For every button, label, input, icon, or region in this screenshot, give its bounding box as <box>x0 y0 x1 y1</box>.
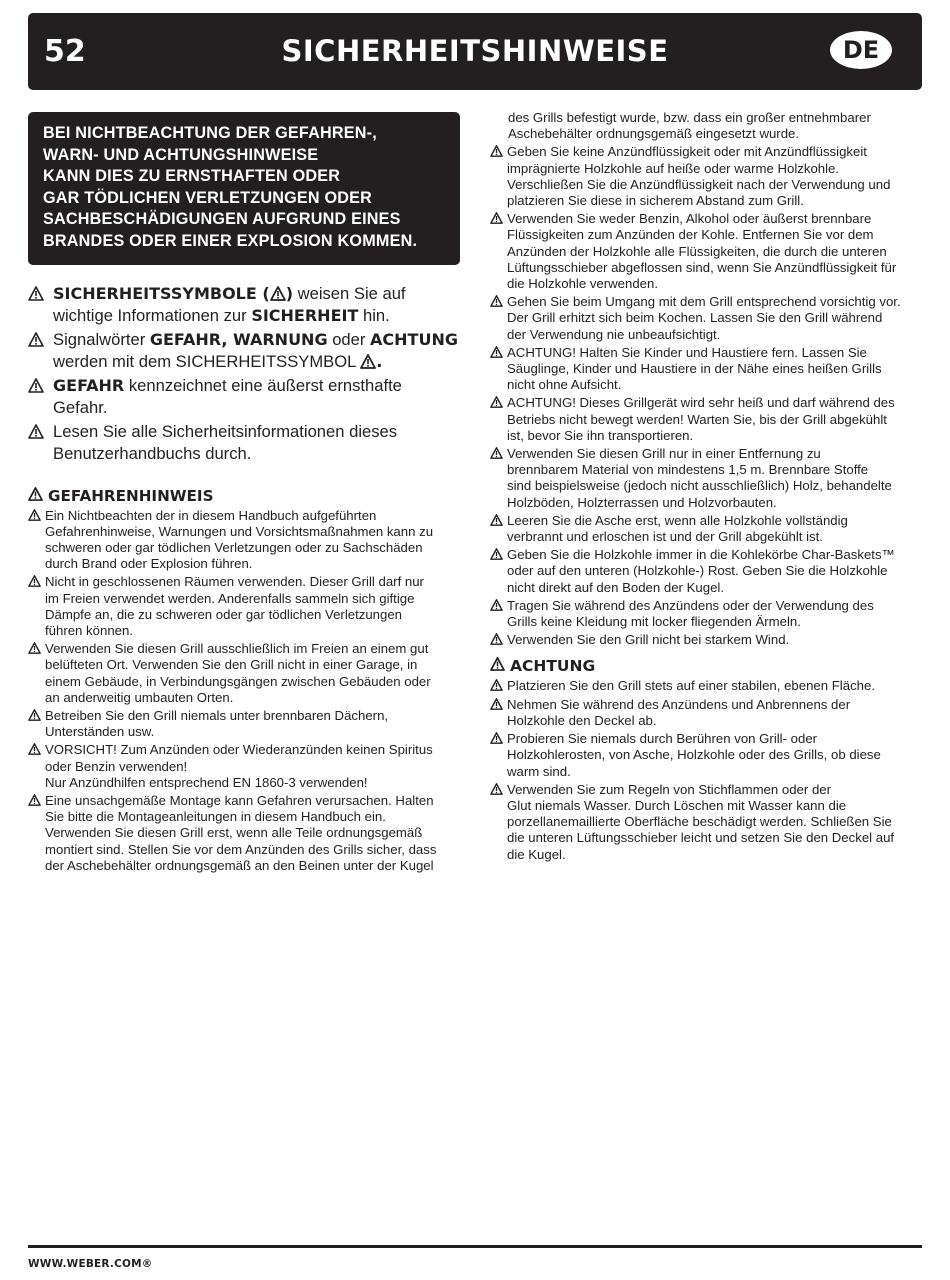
list-item <box>490 731 922 780</box>
text-line: Nehmen Sie während des Anzündens und Anbrennens der <box>507 696 851 712</box>
warning-triangle-icon <box>490 547 507 564</box>
warning-box-line: BEI NICHTBEACHTUNG DER GEFAHREN-, <box>43 124 377 142</box>
list-item <box>490 782 922 863</box>
page-header <box>28 13 922 90</box>
text-line: nicht ohne Aufsicht. <box>507 377 622 393</box>
warning-triangle-icon <box>490 731 507 748</box>
list-item-text <box>507 678 875 694</box>
warning-triangle-icon <box>28 329 53 354</box>
language-badge: DE <box>830 31 892 69</box>
symbol-item <box>28 283 460 327</box>
list-item <box>490 211 922 292</box>
warning-triangle-icon <box>490 395 507 412</box>
warning-triangle-icon <box>490 598 507 615</box>
list-item <box>490 345 922 394</box>
text-line: Ein Nichtbeachten der in diesem Handbuch aufgeführten <box>45 507 377 523</box>
list-item <box>28 508 460 573</box>
text-line: Sie bitte die Montageanleitungen in diesem Handbuch ein. <box>45 809 386 825</box>
text-line: brennbarem Material von mindestens 1,5 m. Brennbare Stoffe <box>507 462 869 478</box>
list-item <box>28 793 460 874</box>
text-line: Gehen Sie beim Umgang mit dem Grill entsprechend vorsichtig vor. <box>507 294 901 310</box>
list-item-text <box>45 793 436 874</box>
list-item-text <box>507 345 882 394</box>
section-title-text: ACHTUNG <box>510 656 596 675</box>
text-line: Betriebs nicht bewegt werden! Warten Sie, bis der Grill abgekühlt <box>507 411 887 427</box>
symbol-text-bold: . <box>376 351 383 371</box>
symbol-text-bold: SICHERHEIT <box>251 305 359 325</box>
text-line: Unterständen usw. <box>45 724 155 740</box>
list-item-text <box>507 446 892 511</box>
warning-box-line: WARN- UND ACHTUNGSHINWEISE <box>43 145 319 164</box>
text-line: porzellanemaillierte Oberfläche beschädigt werden. Schließen Sie <box>507 814 892 830</box>
danger-section-title <box>28 487 460 505</box>
list-item <box>28 574 460 639</box>
text-line: Verwenden Sie diesen Grill erst, wenn alle Teile ordnungsgemäß <box>45 825 423 841</box>
symbol-text: hin. <box>358 305 390 325</box>
warning-box <box>28 112 460 265</box>
text-line: oder Benzin verwenden! <box>45 758 188 774</box>
warning-triangle-icon <box>28 421 53 446</box>
warning-box-line: SACHBESCHÄDIGUNGEN AUFGRUND EINES <box>43 210 401 229</box>
text-line: Tragen Sie während des Anzündens oder der Verwendung des <box>507 597 874 613</box>
text-line: im Freien verwendet werden. Anderenfalls sammeln sich giftige <box>45 590 415 606</box>
text-line: nicht direkt auf den Boden der Kugel. <box>507 579 725 595</box>
warning-box-line: BRANDES ODER EINER EXPLOSION KOMMEN. <box>43 231 418 250</box>
danger-item-list <box>490 144 922 649</box>
warning-triangle-icon <box>28 708 45 725</box>
list-item-text <box>45 574 424 639</box>
warning-triangle-icon <box>490 632 507 649</box>
list-item-text <box>490 110 922 142</box>
text-line: die unteren Lüftungsschieber leicht und setzen Sie den Deckel auf <box>507 830 895 846</box>
list-item <box>490 547 922 596</box>
warning-triangle-icon <box>28 574 45 591</box>
text-line: Säuglinge, Kinder und Haustiere in der Nähe eines heißen Grills <box>507 361 882 377</box>
symbol-text: wichtige Informationen zur <box>53 305 252 325</box>
text-line: warm sind. <box>507 763 571 779</box>
text-line: Nicht in geschlossenen Räumen verwenden. Dieser Grill darf nur <box>45 574 424 590</box>
text-line: durch Brand oder Explosion führen. <box>45 556 253 572</box>
list-item-text <box>507 632 789 648</box>
text-line: Eine unsachgemäße Montage kann Gefahren verursachen. Halten <box>45 793 434 809</box>
warning-triangle-icon <box>28 283 53 308</box>
warning-triangle-icon <box>490 144 507 161</box>
list-item <box>28 742 460 791</box>
list-item-text <box>507 395 895 444</box>
text-line: an anderweitig umbauten Orten. <box>45 689 234 705</box>
warning-triangle-icon <box>28 487 48 505</box>
symbol-text: weisen Sie auf <box>293 283 406 303</box>
text-line: platzieren Sie diese in sicherem Abstand zum Grill. <box>507 193 804 209</box>
list-item <box>28 708 460 740</box>
text-line: Geben Sie keine Anzündflüssigkeit oder mit Anzündflüssigkeit <box>507 144 867 160</box>
text-line: Dämpfe an, die zu schweren oder gar tödlichen Verletzungen <box>45 606 403 622</box>
list-item-text <box>45 508 433 573</box>
text-line: Holzkohle den Deckel ab. <box>507 712 657 728</box>
symbol-item <box>28 329 460 373</box>
warning-triangle-icon <box>360 354 376 369</box>
symbol-text-bold: GEFAHR <box>53 375 125 395</box>
text-line: führen können. <box>45 622 133 638</box>
list-item-text <box>507 598 874 630</box>
list-item <box>490 513 922 545</box>
text-line: VORSICHT! Zum Anzünden oder Wiederanzünden keinen Spiritus <box>45 742 433 758</box>
text-line: Anzünden der Holzkohle alle Flüssigkeiten, die durch die unteren <box>507 243 887 259</box>
list-item-text <box>45 641 431 706</box>
text-line: ACHTUNG! Dieses Grillgerät wird sehr heiß und darf während des <box>507 395 895 411</box>
list-item-text <box>507 697 850 729</box>
symbol-text: Lesen Sie alle Sicherheitsinformationen dieses <box>53 421 398 441</box>
text-line: Holzkohlerosten, von Asche, Holzkohle oder des Grills, ob diese <box>507 747 881 763</box>
list-item <box>490 144 922 209</box>
text-line: Verwenden Sie zum Regeln von Stichflammen oder der <box>507 781 832 797</box>
page-number: 52 <box>44 34 86 69</box>
list-item <box>490 294 922 343</box>
danger-item-continuation <box>490 110 922 142</box>
symbol-text: werden mit dem SICHERHEITSSYMBOL <box>53 351 361 371</box>
text-line: der Aschebehälter ordnungsgemäß an den Beinen unter der Kugel <box>45 857 434 873</box>
symbol-text: kennzeichnet eine äußerst ernsthafte Gefahr. <box>53 375 402 417</box>
text-line: der Verwendung nie unbeaufsichtigt. <box>507 326 721 342</box>
text-line: Leeren Sie die Asche erst, wenn alle Holzkohle vollständig <box>507 512 848 528</box>
symbol-text: oder <box>327 329 371 349</box>
list-item <box>490 598 922 630</box>
text-line: Platzieren Sie den Grill stets auf einer stabilen, ebenen Fläche. <box>507 677 875 693</box>
list-item-text <box>507 513 848 545</box>
symbol-text: Benutzerhandbuchs durch. <box>53 443 252 463</box>
text-line: Verwenden Sie diesen Grill nur in einer Entfernung zu <box>507 446 821 462</box>
left-column <box>28 112 460 876</box>
text-line: Gefahrenhinweise, Warnungen und Vorsichtsmaßnahmen kann zu <box>45 523 434 539</box>
text-line: sind beispielsweise (jedoch nicht ausschließlich) Holz, behandelte <box>507 478 892 494</box>
list-item-text <box>507 211 896 292</box>
text-line: Probieren Sie niemals durch Berühren von Grill- oder <box>507 731 818 747</box>
warning-triangle-icon <box>490 657 510 675</box>
warning-triangle-icon <box>490 446 507 463</box>
list-item <box>490 697 922 729</box>
text-line: schweren oder gar tödlichen Verletzungen oder zu Sachschäden <box>45 539 423 555</box>
caution-item-list <box>490 678 922 863</box>
list-item-text <box>507 731 881 780</box>
warning-box-line: KANN DIES ZU ERNSTHAFTEN ODER <box>43 167 341 186</box>
list-item-text <box>507 144 890 209</box>
list-item-text <box>507 547 895 596</box>
text-line: Betreiben Sie den Grill niemals unter brennbaren Dächern, <box>45 708 389 723</box>
text-line: Holzböden, Holzterrassen und Holzvorbauten. <box>507 494 777 510</box>
text-line: imprägnierte Holzkohle auf heiße oder warme Holzkohle. <box>507 160 840 176</box>
page-title: SICHERHEITSHINWEISE <box>281 34 669 68</box>
text-line: belüfteten Ort. Verwenden Sie den Grill nicht in einer Garage, in <box>45 657 418 673</box>
warning-triangle-icon <box>28 375 53 400</box>
safety-symbol-list <box>28 283 460 465</box>
list-item <box>490 678 922 695</box>
warning-triangle-icon <box>28 742 45 759</box>
list-item <box>28 641 460 706</box>
text-line: Geben Sie die Holzkohle immer in die Kohlekörbe Char-Baskets™ <box>507 547 895 563</box>
list-item-text <box>507 294 901 343</box>
warning-triangle-icon <box>490 678 507 695</box>
warning-triangle-icon <box>28 508 45 525</box>
text-line: verbrannt und erloschen ist und der Grill abgekühlt ist. <box>507 529 823 545</box>
list-item-text <box>507 782 894 863</box>
text-line: die Kugel. <box>507 846 566 862</box>
list-item <box>490 395 922 444</box>
right-column <box>490 110 922 865</box>
warning-triangle-icon <box>490 211 507 228</box>
warning-triangle-icon <box>28 641 45 658</box>
text-line: Verschließen Sie die Anzündflüssigkeit nach der Verwendung und <box>507 176 891 192</box>
text-line: einem Gebäude, in Verbindungsgängen zwischen Gebäuden oder <box>45 673 431 689</box>
warning-triangle-icon <box>490 294 507 311</box>
symbol-text-bold: GEFAHR, WARNUNG <box>149 329 328 349</box>
text-line: montiert sind. Stellen Sie vor dem Anzünden des Grills sicher, dass <box>45 841 437 857</box>
caution-section-title <box>490 657 922 675</box>
warning-box-line: GAR TÖDLICHEN VERLETZUNGEN ODER <box>43 188 373 207</box>
footer-divider <box>28 1245 922 1248</box>
text-line: Der Grill erhitzt sich beim Kochen. Lassen Sie den Grill während <box>507 310 883 326</box>
list-item-text <box>45 742 433 791</box>
text-line: Grills keine Kleidung mit locker fliegenden Ärmeln. <box>507 614 801 630</box>
warning-triangle-icon <box>270 286 286 301</box>
text-line: ist, bevor Sie ihn transportieren. <box>507 427 694 443</box>
danger-item-list <box>28 508 460 874</box>
list-item <box>490 632 922 649</box>
symbol-text-bold: SICHERHEITSSYMBOLE ( <box>53 283 270 303</box>
text-line: Verwenden Sie den Grill nicht bei starkem Wind. <box>507 632 790 648</box>
symbol-item <box>28 421 460 465</box>
warning-triangle-icon <box>28 793 45 810</box>
warning-triangle-icon <box>490 345 507 362</box>
warning-triangle-icon <box>490 782 507 799</box>
text-line: Verwenden Sie weder Benzin, Alkohol oder äußerst brennbare <box>507 211 872 227</box>
text-line: ACHTUNG! Halten Sie Kinder und Haustiere fern. Lassen Sie <box>507 344 867 360</box>
text-line: Verwenden Sie diesen Grill ausschließlich im Freien an einem gut <box>45 641 429 657</box>
text-line: Flüssigkeiten zum Anzünden der Kohle. Entfernen Sie vor dem <box>507 227 874 243</box>
text-line: Glut niemals Wasser. Durch Löschen mit Wasser kann die <box>507 797 847 813</box>
warning-triangle-icon <box>490 513 507 530</box>
footer-website: WWW.WEBER.COM® <box>28 1258 153 1270</box>
symbol-text-bold: ) <box>285 283 293 303</box>
symbol-text-bold: ACHTUNG <box>370 329 458 349</box>
list-item-text <box>45 708 388 740</box>
text-line: Nur Anzündhilfen entsprechend EN 1860-3 verwenden! <box>45 774 368 790</box>
symbol-item <box>28 375 460 419</box>
text-line: oder auf den unteren (Holzkohle-) Rost. Geben Sie die Holzkohle <box>507 563 888 579</box>
warning-triangle-icon <box>490 697 507 714</box>
text-line: Aschebehälter ordnungsgemäß eingesetzt wurde. <box>508 126 800 142</box>
text-line: die Holzkohle verwenden. <box>507 276 659 292</box>
text-line: Lüftungsschieber abgeflossen sind, wenn Sie Anzündflüssigkeit für <box>507 259 897 275</box>
text-line: des Grills befestigt wurde, bzw. dass ein großer entnehmbarer <box>508 110 871 125</box>
list-item <box>490 446 922 511</box>
section-title-text: GEFAHRENHINWEIS <box>48 486 214 505</box>
symbol-text: Signalwörter <box>53 329 150 349</box>
